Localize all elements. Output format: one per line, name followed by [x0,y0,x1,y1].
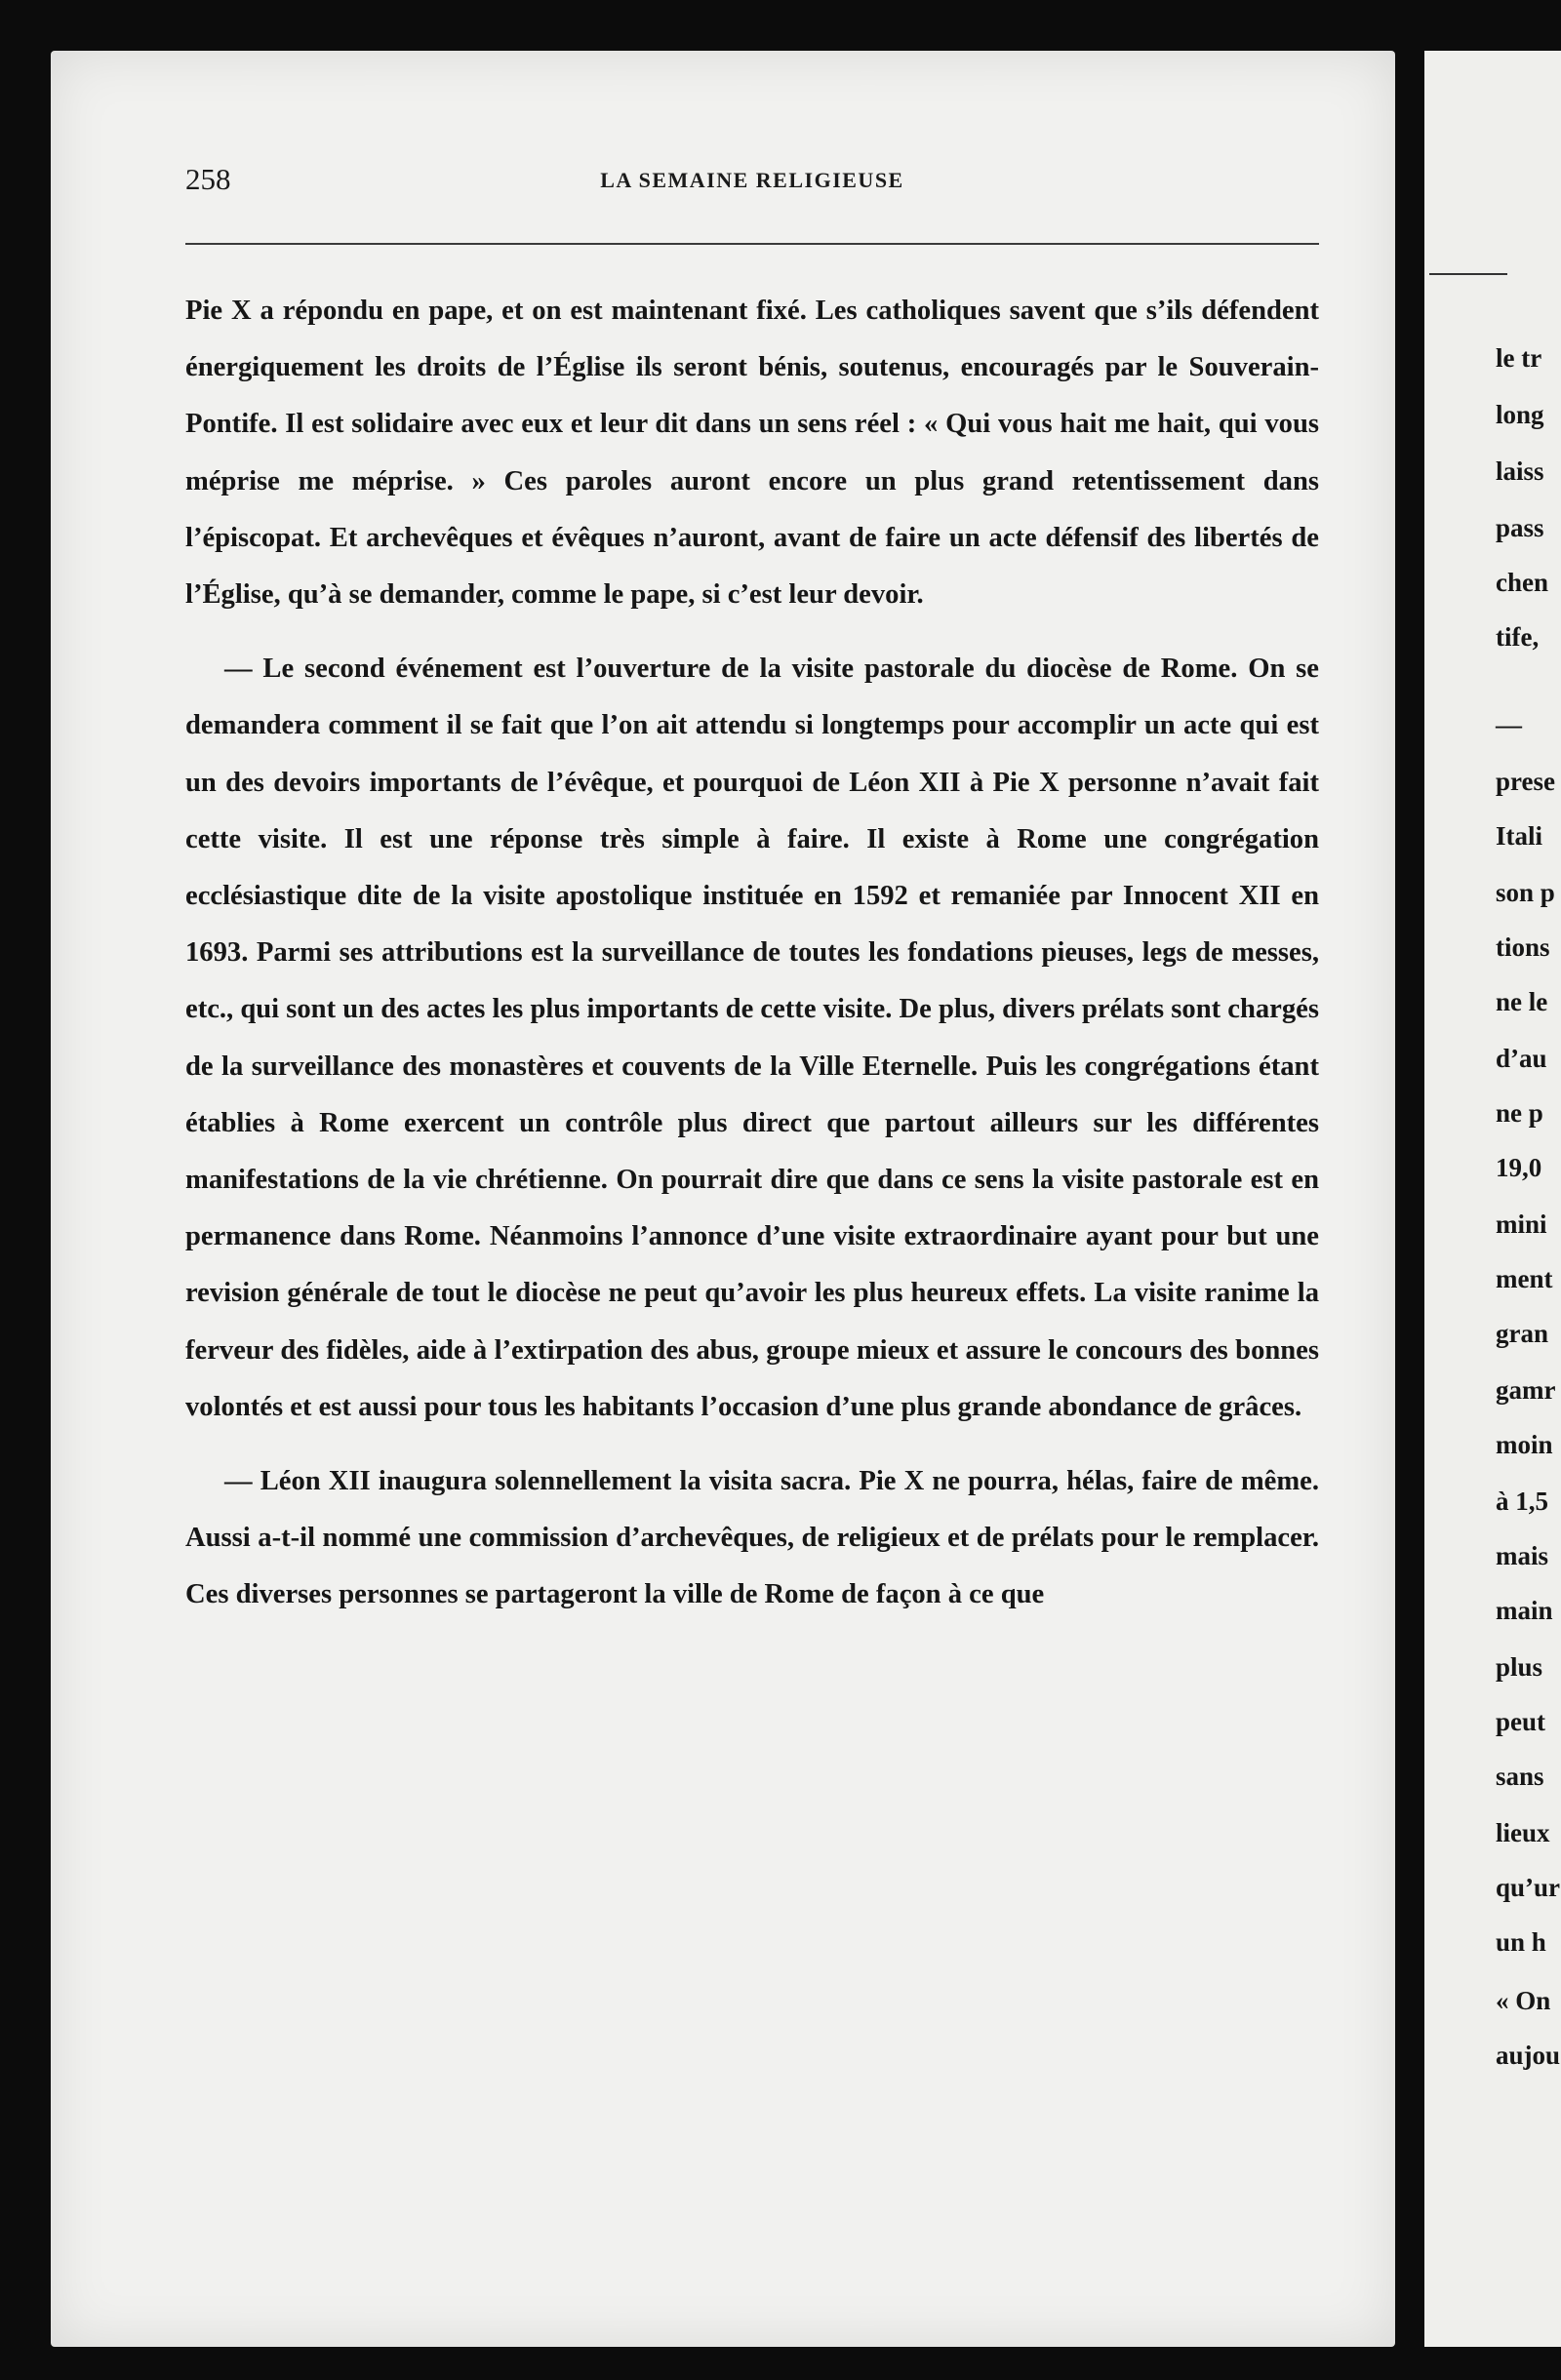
facing-page-fragment: aujou [1496,2041,1561,2070]
paragraph-1: Pie X a répondu en pape, et on est maintenant fixé. Les catholiques savent que s’ils défendent énergiquement les droits de l’Église ils seront bénis, soutenus, encouragés par le Souverain-Pontife. Il est solidaire avec eux et leur dit dans un sens réel : « Qui vous hait me hait, qui vous méprise me méprise. » Ces paroles auront encore un plus grand retentissement dans l’épiscopat. Et archevêques et évêques n’auront, avant de faire un acte défensif des libertés de l’Église, qu’à se demander, comme le pape, si c’est leur devoir. [185,296,1319,611]
facing-page-fragment: prese [1496,767,1555,796]
page-header [185,158,1319,197]
facing-page-fragment: à 1,5 [1496,1487,1548,1516]
facing-page-fragment: gran [1496,1319,1548,1348]
running-title: LA SEMAINE RELIGIEUSE [600,168,904,192]
facing-page-fragment: qu’ur [1496,1873,1561,1902]
facing-page-fragment: mini [1496,1210,1547,1239]
facing-page-fragment: moin [1496,1430,1553,1459]
facing-page-fragment: mais [1496,1541,1548,1570]
facing-page-fragment: le tr [1496,343,1542,373]
facing-page-fragment: sans [1496,1762,1544,1791]
facing-page-fragment: ne p [1496,1098,1543,1128]
facing-page-fragment: plus [1496,1652,1543,1682]
facing-page-fragment: ne le [1496,987,1548,1016]
facing-page-fragment: d’au [1496,1044,1547,1073]
header-rule [185,243,1319,245]
facing-page-fragment: laiss [1496,456,1544,486]
facing-page-fragment: 19,0 [1496,1153,1542,1182]
facing-page-fragment: pass [1496,513,1544,542]
facing-page-fragment: son p [1496,878,1555,907]
facing-page-rule [1429,273,1507,275]
facing-page-fragment: Itali [1496,821,1543,851]
facing-page-fragment: « On [1496,1986,1551,2015]
page-number: 258 [185,162,231,196]
facing-page-fragment: long [1496,400,1544,429]
facing-page-fragment: lieux [1496,1818,1550,1847]
facing-page-fragment: gamr [1496,1375,1556,1405]
body-text [185,283,1319,1642]
paragraph-2: — Le second événement est l’ouverture de la visite pastorale du diocèse de Rome. On se demandera comment il se fait que l’on ait attendu si longtemps pour accomplir un acte qui est un des devoirs importants de l’évêque, et pourquoi de Léon XII à Pie X personne n’avait fait cette visite. Il est une réponse très simple à faire. Il existe à Rome une congrégation ecclésiastique dite de la visite apostolique instituée en 1592 et remaniée par Innocent XII en 1693. Parmi ses attributions est la surveillance de toutes les fondations pieuses, legs de messes, etc., qui sont un des actes les plus importants de cette visite. De plus, divers prélats sont chargés de la surveillance des monastères et couvents de la Ville Eternelle. Puis les congrégations étant établies à Rome exercent un contrôle plus direct que partout ailleurs sur les différentes manifestations de la vie chrétienne. On pourrait dire que dans ce sens la visite pastorale est en permanence dans Rome. Néanmoins l’annonce d’une visite extraordinaire ayant pour but une revision générale de tout le diocèse ne peut qu’avoir les plus heureux effets. La visite ranime la ferveur des fidèles, aide à l’extirpation des abus, groupe mieux et assure le concours des bonnes volontés et est aussi pour tous les habitants l’occasion d’une plus grande abondance de grâces. [185,654,1319,1422]
facing-page-fragment: peut [1496,1707,1546,1736]
facing-page-fragment: tions [1496,932,1550,962]
facing-page-fragment: main [1496,1596,1553,1625]
facing-page-fragment: chen [1496,568,1548,597]
facing-page-fragment: un h [1496,1927,1546,1957]
facing-page-fragment: — [1496,710,1522,739]
facing-page-fragment: ment [1496,1264,1553,1293]
facing-page-fragment: tife, [1496,622,1540,652]
paragraph-3: — Léon XII inaugura solennellement la visita sacra. Pie X ne pourra, hélas, faire de même. Aussi a-t-il nommé une commission d’archevêques, de religieux et de prélats pour le remplacer. Ces diverses personnes se partageront la ville de Rome de façon à ce que [185,1466,1319,1610]
